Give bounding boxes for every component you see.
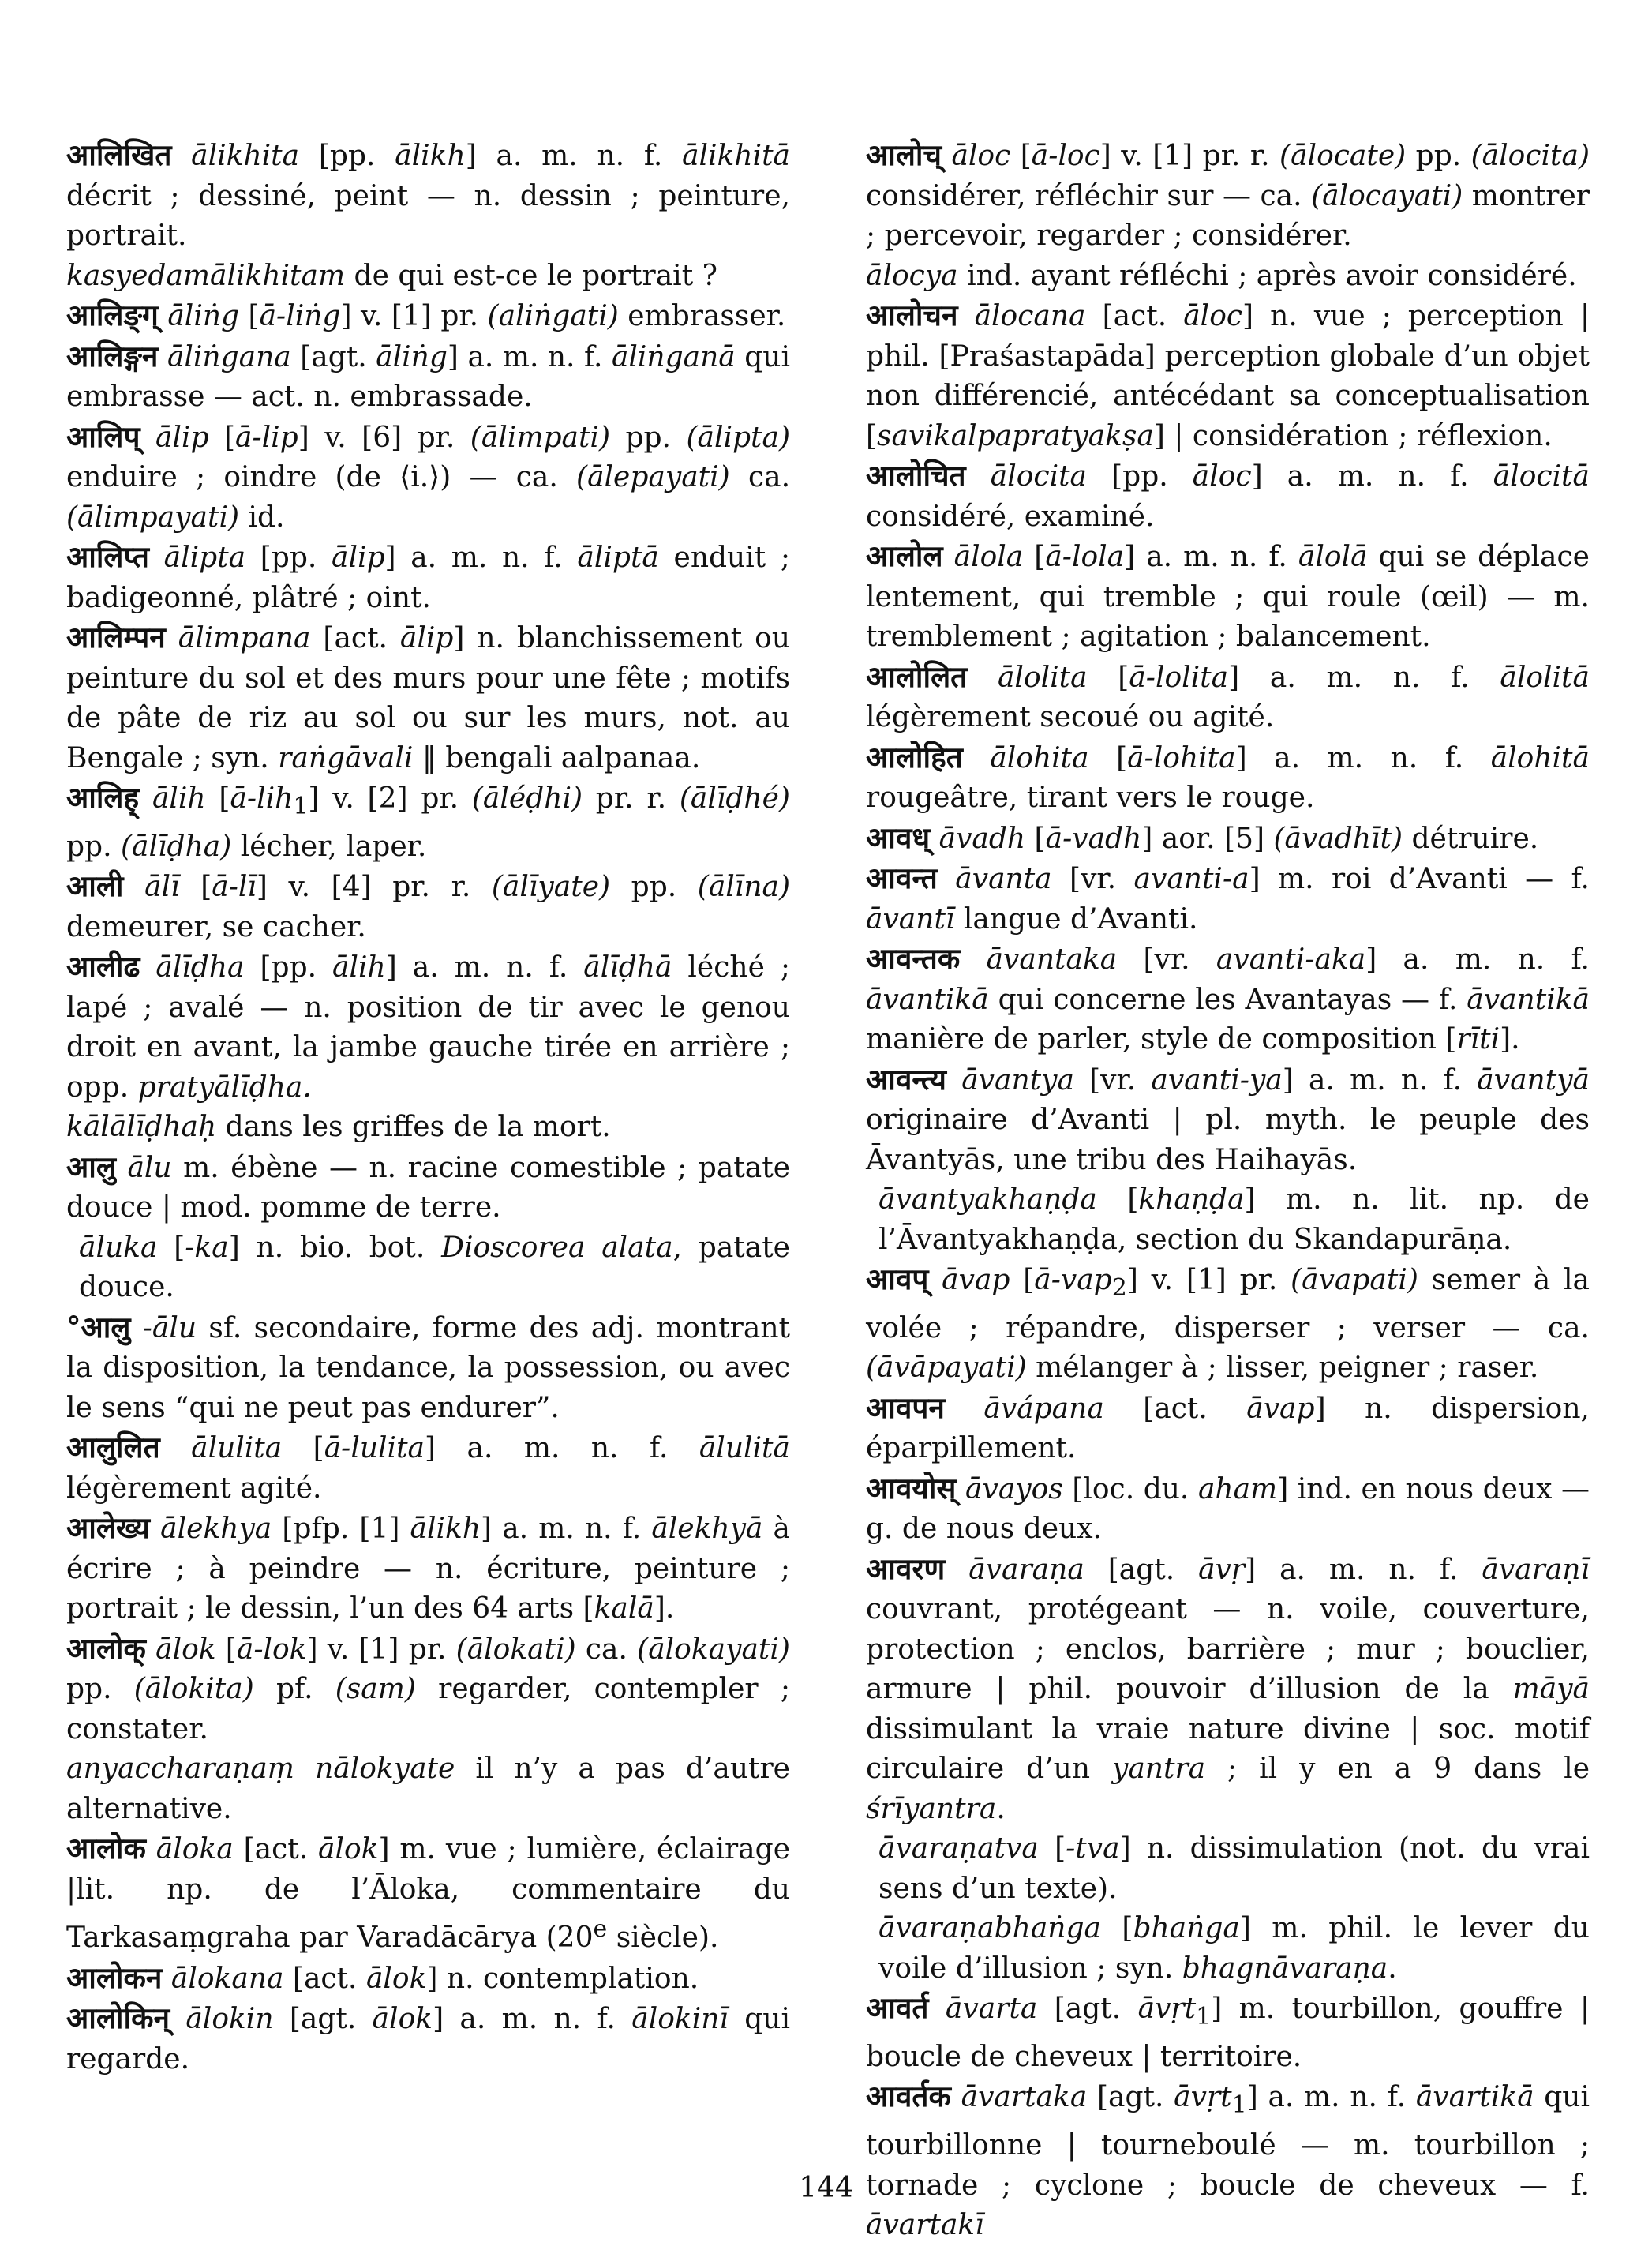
dictionary-entry: आवरण āvaraṇa [agt. āvṛ] a. m. n. f. āvaraṇī couvrant, protégeant — n. voile, couverture, protection ; enclos, barrière ; mur ; bouclier, armure | phil. pouvoir d’illusion de la māyā dissimulant la vraie nature divine | soc. motif circulaire d’un yantra ; il y en a 9 dans le śrīyantra. [866,1551,1590,1825]
dictionary-entry: आवर्त āvarta [agt. āvṛt$_1$] m. tourbillon, gouffre | boucle de cheveux | territoire. [866,1991,1590,2073]
dictionary-entry: आलोकन ālokana [act. ālok] n. contemplation. [66,1960,699,1995]
dictionary-entry: आलिखित ālikhita [pp. ālikh] a. m. n. f. ālikhitā décrit ; dessiné, peint — n. dessin ; peinture, portrait. [66,138,790,252]
dictionary-entry: आवन्त āvanta [vr. avanti-a] m. roi d’Avanti — f. āvantī langue d’Avanti. [866,861,1590,936]
right-column [866,136,1590,2242]
dictionary-entry: आलोच् āloc [ā-loc] v. [1] pr. r. (ālocate) pp. (ālocita) considérer, réfléchir sur — ca. (ālocayati) montrer ; percevoir, regarder ; considérer. [866,138,1590,252]
dictionary-entry: āluka [-ka] n. bio. bot. Dioscorea alata, patate douce. [79,1231,790,1304]
dictionary-entry: आलोचन ālocana [act. āloc] n. vue ; perception | phil. [Praśastapāda] perception globale d’un objet non différencié, antécédant sa conceptualisation [savikalpapratyakṣa] | considération ; réflexion. [866,298,1590,452]
dictionary-entry: °आलु -ālu sf. secondaire, forme des adj. montrant la disposition, la tendance, la possession, ou avec le sens “qui ne peut pas endurer”. [66,1310,790,1424]
dictionary-entry: आलिप्त ālipta [pp. ālip] a. m. n. f. āliptā enduit ; badigeonné, plâtré ; oint. [66,540,790,614]
dictionary-entry: kālālīḍhaḥ dans les griffes de la mort. [66,1111,611,1144]
dictionary-entry: आलुलित ālulita [ā-lulita] a. m. n. f. ālulitā légèrement agité. [66,1430,790,1505]
dictionary-entry: आवध् āvadh [ā-vadh] aor. [5] (āvadhīt) détruire. [866,820,1539,855]
dictionary-entry: आलिङ्गन āliṅgana [agt. āliṅg] a. m. n. f. āliṅganā qui embrasse — act. n. embrassade. [66,339,790,413]
dictionary-entry: आवयोस् āvayos [loc. du. aham] ind. en nous deux — g. de nous deux. [866,1471,1590,1546]
dictionary-entry: आवपन āvápana [act. āvap] n. dispersion, éparpillement. [866,1390,1590,1465]
page-number: 144 [799,2172,853,2204]
dictionary-entry: आलिप् ālip [ā-lip] v. [6] pr. (ālimpati) pp. (ālipta) enduire ; oindre (de ⟨i.⟩) — ca. (ālepayati) ca. (ālimpayati) id. [66,419,791,534]
dictionary-entry: आली ālī [ā-lī] v. [4] pr. r. (ālīyate) pp. (ālīna) demeurer, se cacher. [66,869,791,943]
dictionary-entry: आवन्तक āvantaka [vr. avanti-aka] a. m. n. f. āvantikā qui concerne les Avantayas — f. āvantikā manière de parler, style de composition [rīti]. [866,942,1590,1056]
dictionary-entry: आलोक् ālok [ā-lok] v. [1] pr. (ālokati) ca. (ālokayati) pp. (ālokita) pf. (sam) regarder, contempler ; constater. [66,1631,790,1745]
dictionary-entry: kasyedamālikhitam de qui est-ce le portrait ? [66,259,717,292]
dictionary-entry: आलोकिन् ālokin [agt. ālok] a. m. n. f. ālokinī qui regarde. [66,2001,790,2075]
dictionary-entry: आवन्त्य āvantya [vr. avanti-ya] a. m. n. f. āvantyā originaire d’Avanti | pl. myth. le peuple des Āvantyās, une tribu des Haihayās. [866,1062,1590,1176]
dictionary-entry: आलोचित ālocita [pp. āloc] a. m. n. f. ālocitā considéré, examiné. [866,459,1590,533]
dictionary-entry: आलु ālu m. ébène — n. racine comestible ; patate douce | mod. pomme de terre. [66,1149,791,1224]
dictionary-entry: ālocya ind. ayant réfléchi ; après avoir considéré. [866,259,1577,292]
dictionary-entry: āvantyakhaṇḍa [khaṇḍa] m. n. lit. np. de l’Āvantyakhaṇḍa, section du Skandapurāṇa. [878,1183,1590,1256]
dictionary-entry: आलिह् ālih [ā-lih$_1$] v. [2] pr. (āléḍhi) pr. r. (ālīḍhé) pp. (ālīḍha) lécher, laper. [66,781,790,863]
dictionary-entry: आलिङ्ग् āliṅg [ā-liṅg] v. [1] pr. (aliṅgati) embrasser. [66,298,786,332]
dictionary-entry: आवप् āvap [ā-vap$_2$] v. [1] pr. (āvapati) semer à la volée ; répandre, disperser ; verser — ca. (āvāpayati) mélanger à ; lisser, peigner ; raser. [866,1262,1590,1385]
dictionary-entry: आलोल ālola [ā-lola] a. m. n. f. ālolā qui se déplace lentement, qui tremble ; qui roule (œil) — m. tremblement ; agitation ; balancement. [866,539,1590,653]
dictionary-entry: आलोहित ālohita [ā-lohita] a. m. n. f. ālohitā rougeâtre, tirant vers le rouge. [866,740,1590,814]
dictionary-entry: anyaccharaṇaṃ nālokyate il n’y a pas d’autre alternative. [66,1753,790,1825]
dictionary-entry: आवर्तक āvartaka [agt. āvṛt$_1$] a. m. n. f. āvartikā qui tourbillonne | tourneboulé — m. tourbillon ; tornade ; cyclone ; boucle de cheveux — f. āvartakī [866,2079,1590,2242]
dictionary-entry: आलोक āloka [act. ālok] m. vue ; lumière, éclairage |lit. np. de l’Āloka, commentaire du Tarkasaṃgraha par Varadācārya (20e siècle). [66,1832,790,1955]
dictionary-entry: आलिम्पन ālimpana [act. ālip] n. blanchissement ou peinture du sol et des murs pour une fête ; motifs de pâte de riz au sol ou sur les murs, not. au Bengale ; syn. raṅgāvali ‖ bengali aalpanaa. [66,621,791,774]
dictionary-entry: आलोलित ālolita [ā-lolita] a. m. n. f. ālolitā légèrement secoué ou agité. [866,659,1590,733]
dictionary-entry: āvaraṇatva [-tva] n. dissimulation (not. du vrai sens d’un texte). [878,1832,1590,1905]
dictionary-entry: आलीढ ālīḍha [pp. ālih] a. m. n. f. ālīḍhā léché ; lapé ; avalé — n. position de tir avec le genou droit en avant, la jambe gauche tirée en arrière ; opp. pratyālīḍha. [66,950,790,1104]
left-column [66,136,790,2141]
dictionary-entry: आलेख्य ālekhya [pfp. [1] ālikh] a. m. n. f. ālekhyā à écrire ; à peindre — n. écriture, peinture ; portrait ; le dessin, l’un des 64 arts [kalā]. [66,1511,790,1625]
dictionary-entry: āvaraṇabhaṅga [bhaṅga] m. phil. le lever du voile d’illusion ; syn. bhagnāvaraṇa. [878,1912,1590,1985]
